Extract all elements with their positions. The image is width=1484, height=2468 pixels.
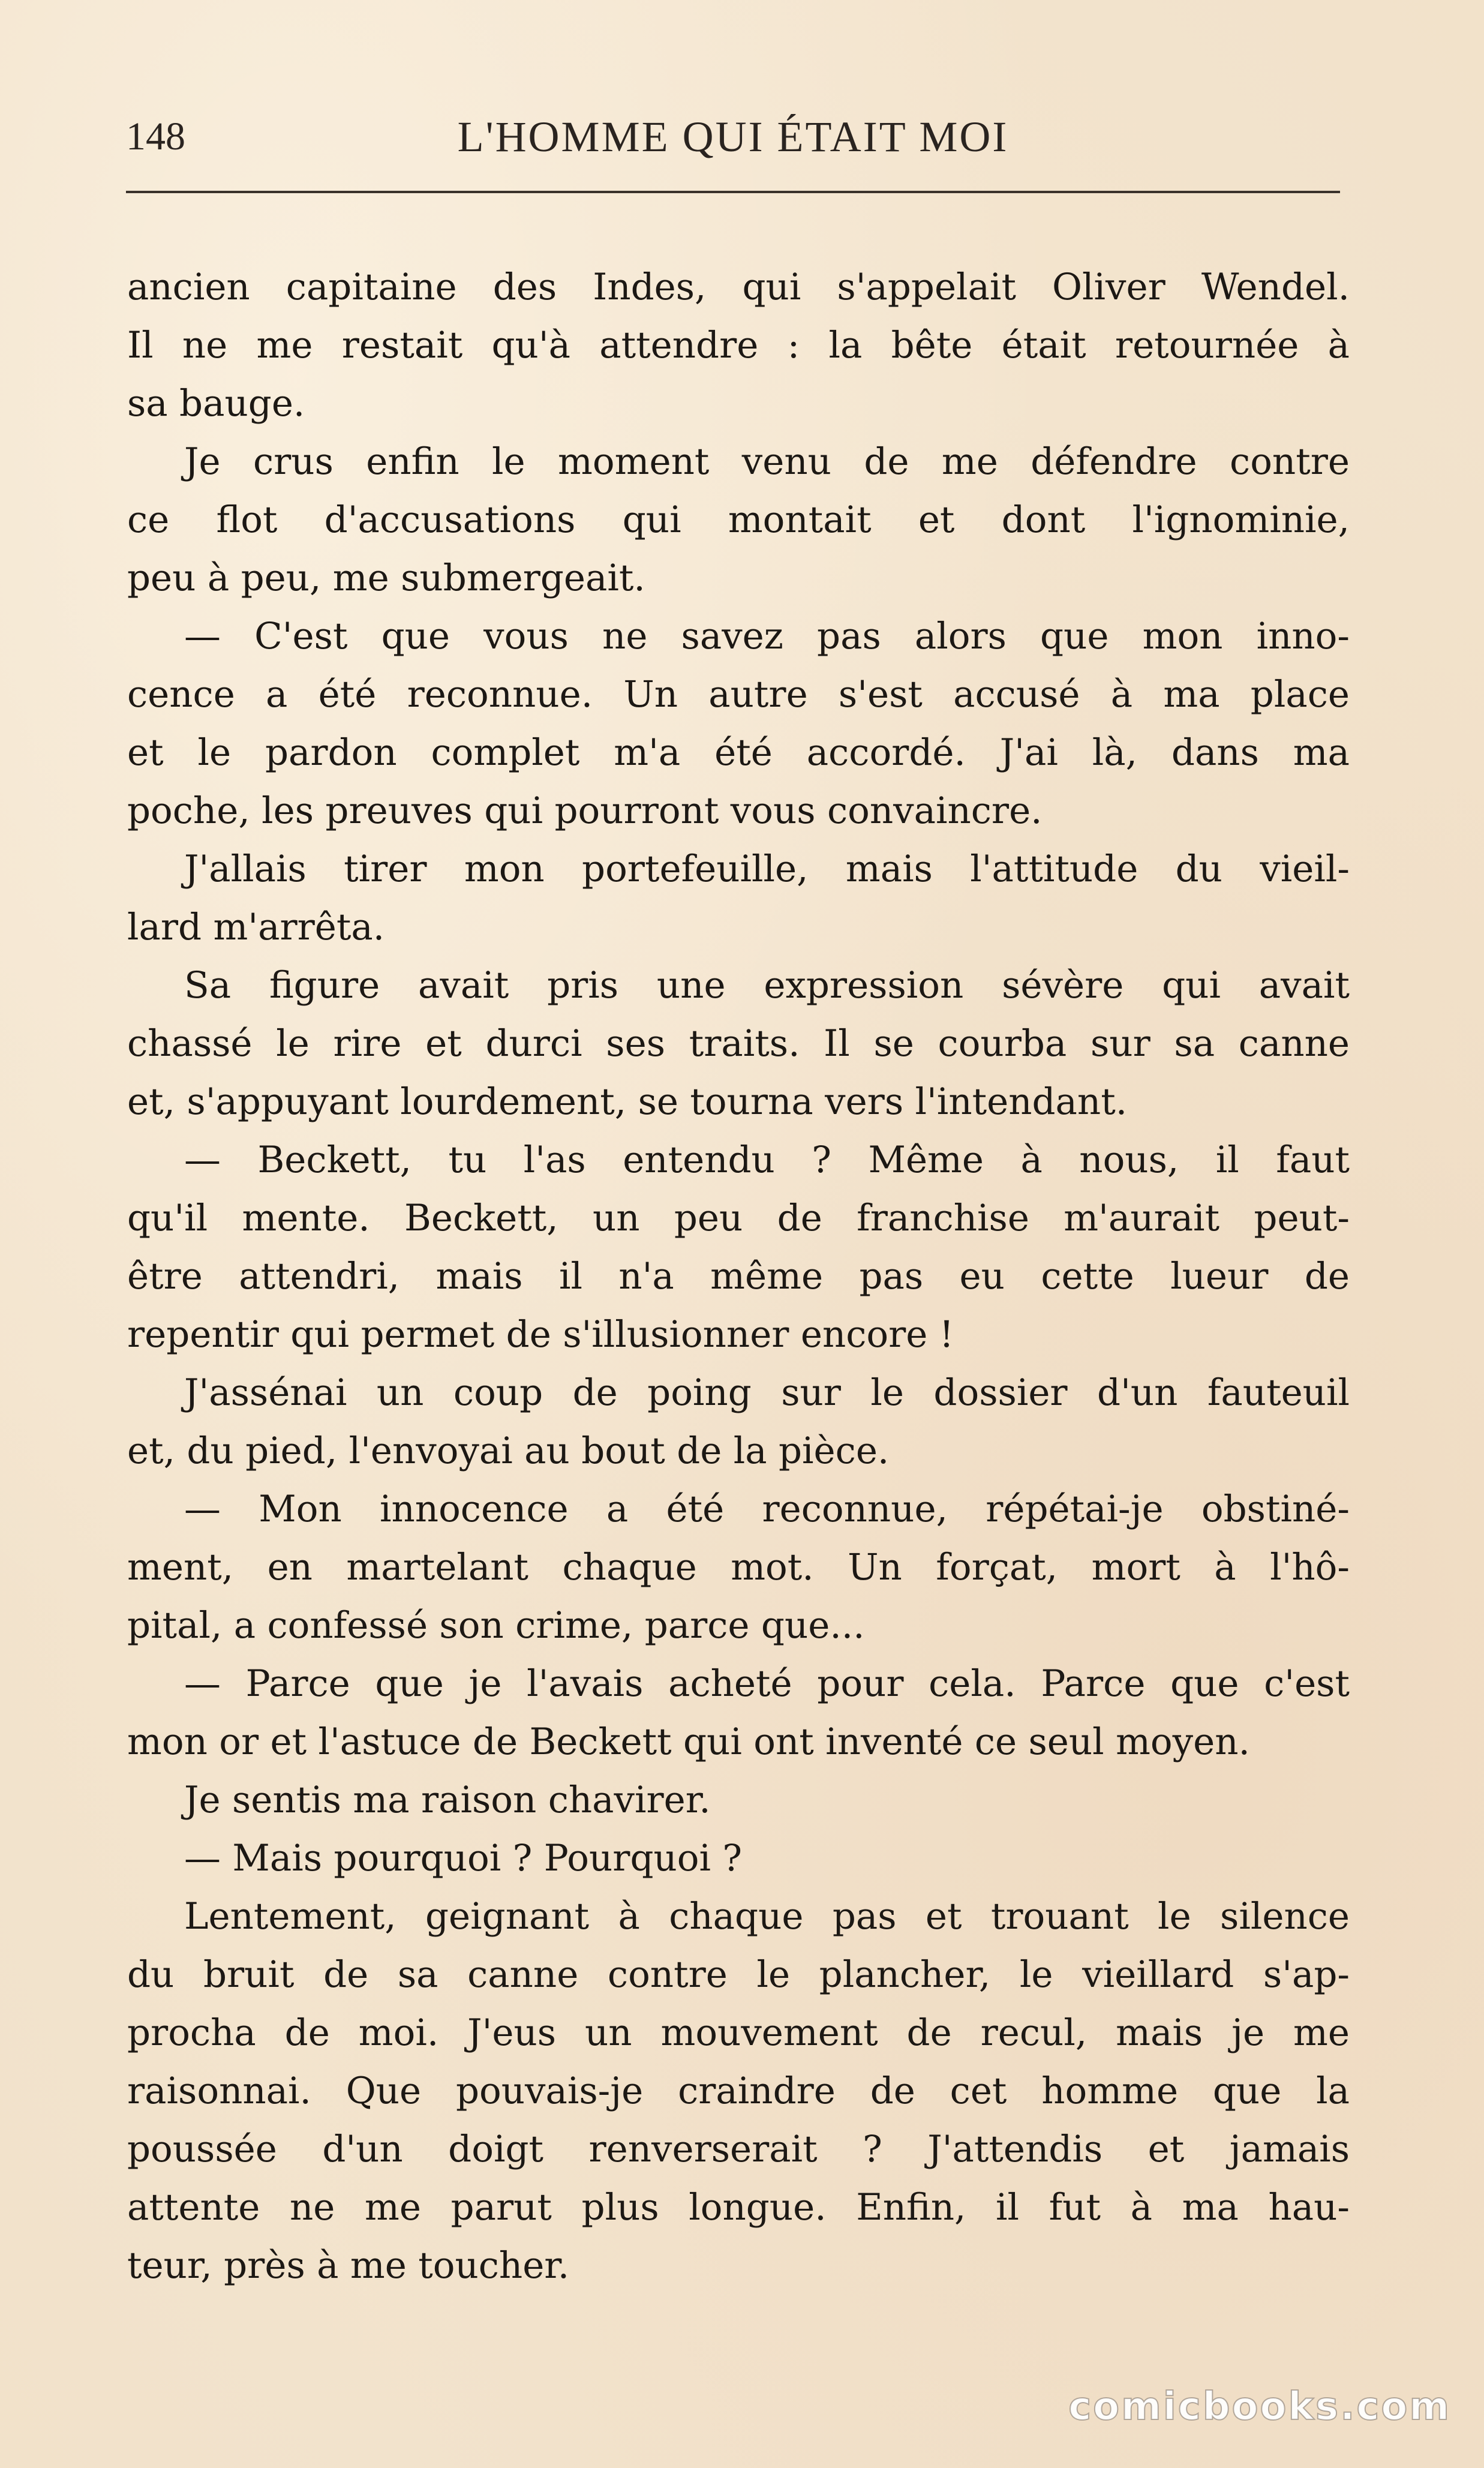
text-line: Je crus enfin le moment venu de me défendre contre	[184, 440, 1350, 483]
text-line: peu à peu, me submergeait.	[127, 557, 645, 599]
header-rule	[126, 191, 1340, 193]
text-line: Il ne me restait qu'à attendre : la bête était retournée à	[127, 324, 1350, 367]
text-line: — Mais pourquoi ? Pourquoi ?	[184, 1837, 743, 1879]
text-line: pital, a confessé son crime, parce que...	[127, 1604, 865, 1647]
body-text	[127, 258, 1350, 2295]
text-line: Je sentis ma raison chavirer.	[184, 1779, 711, 1821]
text-line: mon or et l'astuce de Beckett qui ont inventé ce seul moyen.	[127, 1721, 1250, 1763]
text-line: et le pardon complet m'a été accordé. J'ai là, dans ma	[127, 731, 1350, 774]
text-line: — C'est que vous ne savez pas alors que mon inno-	[184, 615, 1350, 657]
text-line: poussée d'un doigt renverserait ? J'attendis et jamais	[127, 2128, 1350, 2170]
text-line: et, du pied, l'envoyai au bout de la pièce.	[127, 1430, 890, 1472]
text-line: ment, en martelant chaque mot. Un forçat, mort à l'hô-	[127, 1546, 1350, 1589]
text-line: teur, près à me toucher.	[127, 2244, 570, 2287]
text-line: Sa figure avait pris une expression sévère qui avait	[184, 964, 1350, 1007]
text-line: procha de moi. J'eus un mouvement de recul, mais je me	[127, 2011, 1350, 2054]
text-line: raisonnai. Que pouvais-je craindre de cet homme que la	[127, 2070, 1350, 2112]
text-line: qu'il mente. Beckett, un peu de franchise m'aurait peut-	[127, 1197, 1350, 1239]
text-line: — Parce que je l'avais acheté pour cela. Parce que c'est	[184, 1662, 1350, 1705]
text-line: J'allais tirer mon portefeuille, mais l'attitude du vieil-	[184, 848, 1350, 890]
text-line: poche, les preuves qui pourront vous convaincre.	[127, 789, 1043, 832]
text-line: être attendri, mais il n'a même pas eu cette lueur de	[127, 1255, 1350, 1298]
text-line: cence a été reconnue. Un autre s'est accusé à ma place	[127, 673, 1350, 716]
text-line: ancien capitaine des Indes, qui s'appelait Oliver Wendel.	[127, 266, 1350, 308]
running-title: L'HOMME QUI ÉTAIT MOI	[457, 113, 1009, 161]
text-line: sa bauge.	[127, 382, 305, 425]
text-line: lard m'arrêta.	[127, 906, 385, 948]
text-line: repentir qui permet de s'illusionner encore !	[127, 1313, 954, 1356]
text-line: attente ne me parut plus longue. Enfin, il fut à ma hau-	[127, 2186, 1350, 2229]
text-line: du bruit de sa canne contre le plancher, le vieillard s'ap-	[127, 1953, 1350, 1996]
text-line: — Mon innocence a été reconnue, répétai-je obstiné-	[184, 1488, 1350, 1530]
text-line: J'assénai un coup de poing sur le dossier d'un fauteuil	[184, 1371, 1350, 1414]
text-line: et, s'appuyant lourdement, se tourna vers l'intendant.	[127, 1080, 1128, 1123]
running-head	[126, 105, 1340, 177]
page-number: 148	[126, 115, 185, 158]
watermark: comicbooks.com	[1068, 2385, 1451, 2429]
text-line: — Beckett, tu l'as entendu ? Même à nous, il faut	[184, 1139, 1350, 1181]
text-line: chassé le rire et durci ses traits. Il se courba sur sa canne	[127, 1022, 1350, 1065]
text-line: ce flot d'accusations qui montait et dont l'ignominie,	[127, 499, 1350, 541]
text-line: Lentement, geignant à chaque pas et trouant le silence	[184, 1895, 1350, 1938]
